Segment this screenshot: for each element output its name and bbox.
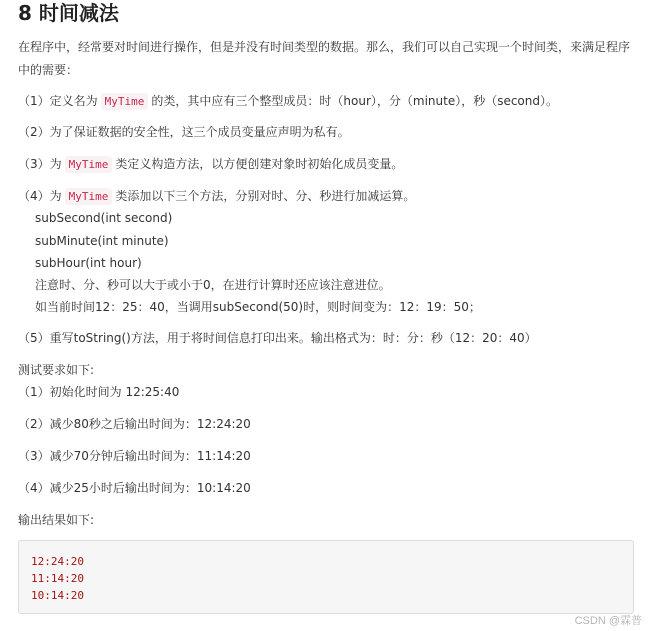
test-item: （2）减少80秒之后输出时间为：12:24:20 xyxy=(18,417,251,431)
test-item: （4）减少25小时后输出时间为：10:14:20 xyxy=(18,481,251,495)
requirement-4-suffix: 类添加以下三个方法，分别对时、分、秒进行加减运算。 xyxy=(115,189,416,203)
csdn-watermark: CSDN @霖普 xyxy=(574,615,642,627)
requirement-3-suffix: 类定义构造方法，以方便创建对象时初始化成员变量。 xyxy=(115,157,404,171)
requirement-3 xyxy=(18,153,403,176)
inline-code-mytime: MyTime xyxy=(65,188,113,205)
requirement-1-suffix: 的类，其中应有三个整型成员：时（hour），分（minute），秒（second）。 xyxy=(151,94,558,108)
requirement-5: （5）重写toString()方法，用于将时间信息打印出来。输出格式为：时：分：秒（12：20：40） xyxy=(18,331,537,345)
note-carry: 注意时、分、秒可以大于或小于0，在进行计算时还应该注意进位。 xyxy=(35,278,391,292)
intro-paragraph: 在程序中，经常要对时间进行操作，但是并没有时间类型的数据。那么，我们可以自己实现一个时间类，来满足程序中的需要： xyxy=(18,40,631,77)
requirement-4-prefix: （4）为 xyxy=(18,189,62,203)
test-item: （3）减少70分钟后输出时间为：11:14:20 xyxy=(18,449,251,463)
output-heading: 输出结果如下: xyxy=(18,513,95,527)
inline-code-mytime: MyTime xyxy=(65,156,113,173)
output-line: 12:24:20 xyxy=(31,555,84,568)
test-item: （1）初始化时间为 12:25:40 xyxy=(18,385,180,399)
output-line: 10:14:20 xyxy=(31,589,84,602)
inline-code-mytime: MyTime xyxy=(101,93,149,110)
requirement-2: （2）为了保证数据的安全性，这三个成员变量应声明为私有。 xyxy=(18,125,350,139)
output-code-block[interactable] xyxy=(18,540,634,614)
test-heading: 测试要求如下: xyxy=(18,363,95,377)
requirement-4 xyxy=(18,185,415,208)
page-title: 8 时间减法 xyxy=(18,1,119,25)
method-sub-second: subSecond(int second) xyxy=(35,211,173,225)
requirement-1 xyxy=(18,90,558,113)
note-example: 如当前时间12：25：40，当调用subSecond(50)时，则时间变为：12：19：50； xyxy=(35,300,481,314)
requirement-3-prefix: （3）为 xyxy=(18,157,62,171)
output-line: 11:14:20 xyxy=(31,572,84,585)
method-sub-hour: subHour(int hour) xyxy=(35,256,142,270)
method-sub-minute: subMinute(int minute) xyxy=(35,234,169,248)
requirement-1-prefix: （1）定义名为 xyxy=(18,94,98,108)
